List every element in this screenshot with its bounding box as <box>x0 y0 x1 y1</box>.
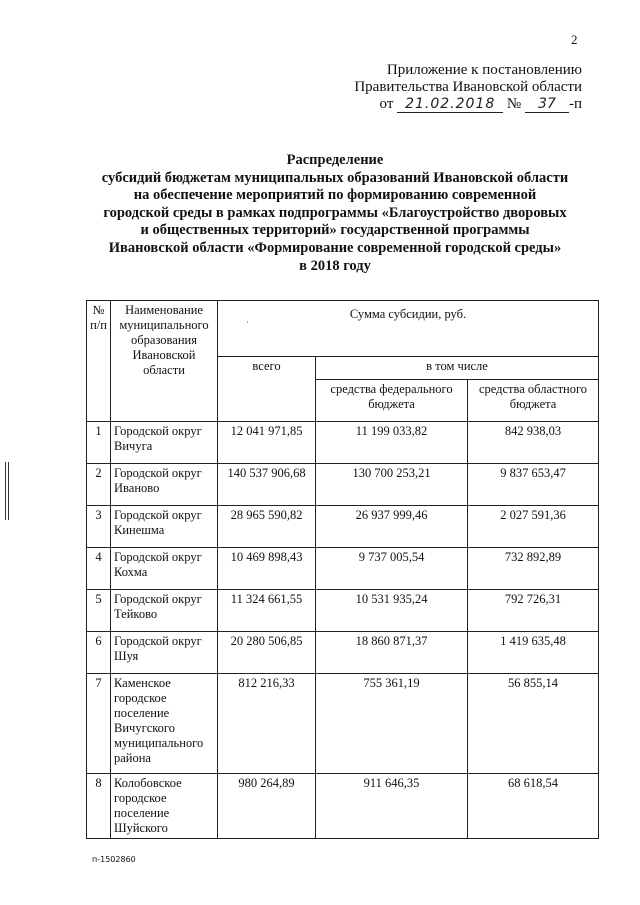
row-regional: 1 419 635,48 <box>468 632 599 674</box>
row-total: 980 264,89 <box>218 774 316 839</box>
subsidy-table <box>86 300 599 839</box>
row-federal: 10 531 935,24 <box>316 590 468 632</box>
row-name: Колобовское городское поселение Шуйского <box>111 774 218 839</box>
header-federal: средства федерального бюджета <box>316 380 468 422</box>
row-federal: 755 361,19 <box>316 674 468 774</box>
row-name: Городской округ Шуя <box>111 632 218 674</box>
row-number: 8 <box>87 774 111 839</box>
row-number: 5 <box>87 590 111 632</box>
row-total: 28 965 590,82 <box>218 506 316 548</box>
table-row <box>87 674 599 774</box>
header-incl: в том числе <box>316 357 599 380</box>
table-row <box>87 422 599 464</box>
row-regional: 732 892,89 <box>468 548 599 590</box>
scan-dot: · <box>246 318 249 327</box>
header-regional: средства областного бюджета <box>468 380 599 422</box>
row-number: 3 <box>87 506 111 548</box>
title-line: Ивановской области «Формирование современной городской среды» <box>108 239 562 256</box>
title-line: субсидий бюджетам муниципальных образований Ивановской области <box>101 169 569 186</box>
title-line: и общественных территорий» государственной программы <box>140 222 530 239</box>
row-number: 6 <box>87 632 111 674</box>
table-row <box>87 548 599 590</box>
number-label: № <box>506 96 522 112</box>
row-total: 140 537 906,68 <box>218 464 316 506</box>
appendix-header <box>354 62 582 113</box>
row-regional: 842 938,03 <box>468 422 599 464</box>
row-regional: 56 855,14 <box>468 674 599 774</box>
row-federal: 9 737 005,54 <box>316 548 468 590</box>
row-total: 12 041 971,85 <box>218 422 316 464</box>
table-row <box>87 774 599 839</box>
table-row <box>87 590 599 632</box>
row-number: 4 <box>87 548 111 590</box>
subsidy-table-wrapper <box>86 300 598 839</box>
title-line: в 2018 году <box>299 257 371 274</box>
table-row <box>87 632 599 674</box>
title-line: на обеспечение мероприятий по формированию современной <box>133 187 537 204</box>
row-name: Городской округ Вичуга <box>111 422 218 464</box>
row-total: 11 324 661,55 <box>218 590 316 632</box>
row-name: Городской округ Иваново <box>111 464 218 506</box>
header-name: Наименование муниципального образования Ивановской области <box>111 301 218 422</box>
header-total: всего <box>218 357 316 422</box>
row-federal: 26 937 999,46 <box>316 506 468 548</box>
row-name: Городской округ Кинешма <box>111 506 218 548</box>
row-number: 1 <box>87 422 111 464</box>
row-total: 10 469 898,43 <box>218 548 316 590</box>
number-suffix: -п <box>568 96 582 112</box>
table-row <box>87 506 599 548</box>
handwritten-date: 21.02.2018 <box>397 96 503 113</box>
handwritten-number: 37 <box>525 96 569 113</box>
row-number: 2 <box>87 464 111 506</box>
row-federal: 18 860 871,37 <box>316 632 468 674</box>
header-num: № п/п <box>87 301 111 422</box>
row-number: 7 <box>87 674 111 774</box>
row-total: 812 216,33 <box>218 674 316 774</box>
title-line: Распределение <box>286 152 384 168</box>
document-code: п-1502860 <box>92 855 136 864</box>
header-sum: Сумма субсидии, руб. <box>218 301 599 357</box>
document-title <box>80 152 590 275</box>
title-line: городской среды в рамках подпрограммы «Благоустройство дворовых <box>103 204 567 221</box>
appendix-line-2: Правительства Ивановской области <box>354 79 582 95</box>
page-number: 2 <box>571 32 578 47</box>
scan-margin-mark <box>5 462 9 520</box>
from-label: от <box>379 96 394 112</box>
appendix-line-1: Приложение к постановлению <box>386 62 582 78</box>
row-regional: 792 726,31 <box>468 590 599 632</box>
row-name: Каменское городское поселение Вичугского муниципального района <box>111 674 218 774</box>
row-federal: 911 646,35 <box>316 774 468 839</box>
table-row <box>87 464 599 506</box>
row-name: Городской округ Кохма <box>111 548 218 590</box>
row-regional: 68 618,54 <box>468 774 599 839</box>
row-federal: 11 199 033,82 <box>316 422 468 464</box>
appendix-line-3 <box>354 96 582 113</box>
row-regional: 2 027 591,36 <box>468 506 599 548</box>
row-total: 20 280 506,85 <box>218 632 316 674</box>
row-federal: 130 700 253,21 <box>316 464 468 506</box>
row-name: Городской округ Тейково <box>111 590 218 632</box>
row-regional: 9 837 653,47 <box>468 464 599 506</box>
